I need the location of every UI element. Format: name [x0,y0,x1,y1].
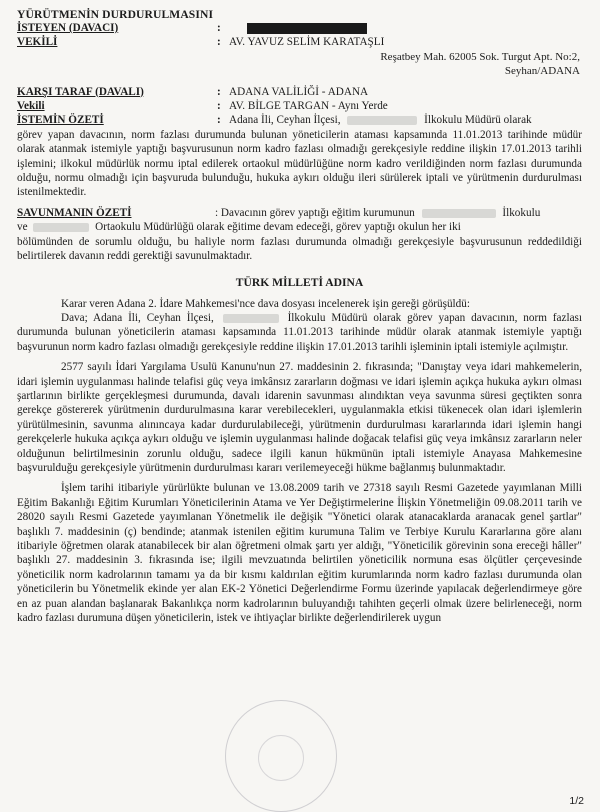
vekili-row: VEKİLİ : AV. YAVUZ SELİM KARATAŞLI [17,35,582,49]
davali-vekili-label: Vekili [17,100,45,113]
section-title: TÜRK MİLLETİ ADINA [235,275,364,289]
paragraph-yonetmelik: İşlem tarihi itibariyle yürürlükte bulunan ve 13.08.2009 tarih ve 27318 sayılı Resmi Gazetede yayımlanan Milli Eğitim Bakanlığı Eğitim Kurumları Yöneticilerinin Atama ve Yer Değiştirmelerine İlişkin Yönetmeliğin 09.08.2011 tarih ve 28020 sayılı Resmi Gazetede yayımlanan Yönetmelik ile değişik "Yönetici olarak atanacaklarda aranacak genel şartlar" başlıklı 7. maddesinin (ç) bendinde; atanmak istenilen eğitim kurumuna Talim ve Terbiye Kurulu Kararlarına göre alanı itibariyle öğretmen olarak atanabilecek bir alan öğretmeni olmak şartı yer aldığı, "Yöneticilik görevinin sona ereceği hâller" başlıklı 27. maddesinin 3. fıkrasında ise; ilgili mevzuatında belirtilen yöneticilik normuna esas ölçütler çerçevesinde yöneticilik norm kadrolarının tamamı ya da bir kısmı kaldırılan eğitim kurumlarında norm kadro fazlası durumunda olan yöneticilerin bu Yönetmelik ekinde yer alan EK-2 Yönetici Değerlendirme Formu üzerinde yapılacak değerlendirmeye göre en az puan alandan başlanarak Bakanlıkça norm kadrolarının buluyandığı tahihten geçerli olmak üzere belirleneceği, norm kadro fazlası durumuna düşen yöneticilerin, istek ve ihtiyaçlar birlikte değerlendirilerek uygun [17,482,582,625]
karsi-taraf-row: KARŞI TARAF (DAVALI) : ADANA VALİLİĞİ - ADANA [17,85,582,99]
paragraph-kanun: 2577 sayılı İdari Yargılama Usulü Kanunu'nun 27. maddesinin 2. fıkrasında; "Danıştay veya idari mahkemelerin, idari işlemin uygulanması halinde telafisi güç veya imkânsız zararların doğması ve idari işlemin açıkça hukuka aykırı olması şartlarının birlikte gerçekleşmesi durumunda, davalı idarenin savunması alındıktan veya savunma süresi geçtikten sonra gerekçe göstererek yürütmenin durdurulmasına karar verebilecekleri, uygulanmakla etkisi tükenecek olan idari işlemlerin yürütülmesinin, savunma alınıncaya kadar durdurulabileceği, yürütmenin durdurulması kararlarında idari işlemin hangi gerekçelerle hukuka açıkça aykırı olduğu ve işlemin uygulanması halinde doğacak telafisi güç veya imkânsız zararların neler olduğunun belirtilmesinin zorunlu olduğu, sadece ilgili kanun hükmünün iptali istemiyle Anayasa Mahkemesine başvurulduğu gerekçesiyle yürütmenin durdurulması kararı verilemeyeceği hükme bağlanmış bulunmaktadır. [17,361,582,474]
redaction-mark [223,314,279,323]
address-line-1: Reşatbey Mah. 62005 Sok. Turgut Apt. No:2, [380,50,580,63]
davaci-row: İSTEYEN (DAVACI) : [17,21,582,35]
istem-label: İSTEMİN ÖZETİ [17,114,104,127]
redaction-mark [33,223,89,232]
redaction-mark [247,23,367,34]
istem-body: görev yapan davacının, norm fazlası durumunda bulunan yöneticilerin ataması kapsamında 11.01.2013 tarihinde müdür olarak atanmak istemiyle yaptığı başvurusunun norm kadro fazlası olmadığı gerekçesiyle reddine ilişkin 17.01.2013 tarihli işlemini; ilkokul müdürlük normu iptal edilerek ortaokul müdürlüğüne norm kadro verildiğinden norm fazlası durumunda olduğu, normu olmadığı için başvuruda bulunduğu, hukuka aykırı olduğu ileri sürülerek iptali ve yürütmenin durdurulması istenilmektedir. [17,128,582,199]
page-number: 1/2 [569,795,584,807]
davaci-value [229,21,582,35]
karsi-taraf-label: KARŞI TARAF (DAVALI) [17,85,144,98]
savunma-lead: : Davacının görev yaptığı eğitim kurumunun [215,206,415,219]
istem-first-line: İSTEMİN ÖZETİ : Adana İli, Ceyhan İlçesi, İlkokulu Müdürü olarak [17,114,532,127]
davali-vekili-row: Vekili : AV. BİLGE TARGAN - Aynı Yerde [17,99,582,113]
istem-lead: Adana İli, Ceyhan İlçesi, [229,114,341,127]
redaction-mark [347,116,417,125]
address-line-2: Seyhan/ADANA [504,65,580,78]
paragraph-karar: Karar veren Adana 2. İdare Mahkemesi'nce dava dosyası incelenerek işin gereği görüşüldü: [61,297,470,310]
savunma-first-line [17,206,582,220]
vekili-label: VEKİLİ [17,36,58,49]
karsi-taraf-value: ADANA VALİLİĞİ - ADANA [229,85,369,98]
court-stamp-inner [258,735,304,781]
document-heading: YÜRÜTMENİN DURDURULMASINI [17,8,214,21]
paragraph-dava: Dava; Adana İli, Ceyhan İlçesi, İlkokulu Müdürü olarak görev yapan davacının, norm fazlası durumunda bulunan yöneticilerin ataması kapsamında 11.01.2013 tarihinde müdür olarak atanmak istemiyle yaptığı başvurunun norm kadro fazlası olmadığı gerekçesiyle reddine ilişkin 17.01.2013 tarihli işleminin iptali istemiyle açılmıştır. [17,311,582,353]
redaction-mark [422,209,496,218]
davaci-label: İSTEYEN (DAVACI) [17,22,119,34]
savunma-line-2: ve Ortaokulu Müdürlüğü olarak eğitime devam edeceği, görev yaptığı okulun her iki [17,221,461,234]
vekili-value: AV. YAVUZ SELİM KARATAŞLI [229,36,385,49]
savunma-label: SAVUNMANIN ÖZETİ [17,206,132,219]
istem-lead-tail: İlkokulu Müdürü olarak [424,114,532,127]
davali-vekili-value: AV. BİLGE TARGAN - Aynı Yerde [229,100,388,113]
savunma-lead-tail: İlkokulu [502,206,541,219]
savunma-body: bölümünden de sorumlu olduğu, bu haliyle norm fazlası durumunda olmadığı gerekçesiyle başvurusunun reddedildiği belirtilerek davanın reddi gerektiği savunulmaktadır. [17,235,582,263]
